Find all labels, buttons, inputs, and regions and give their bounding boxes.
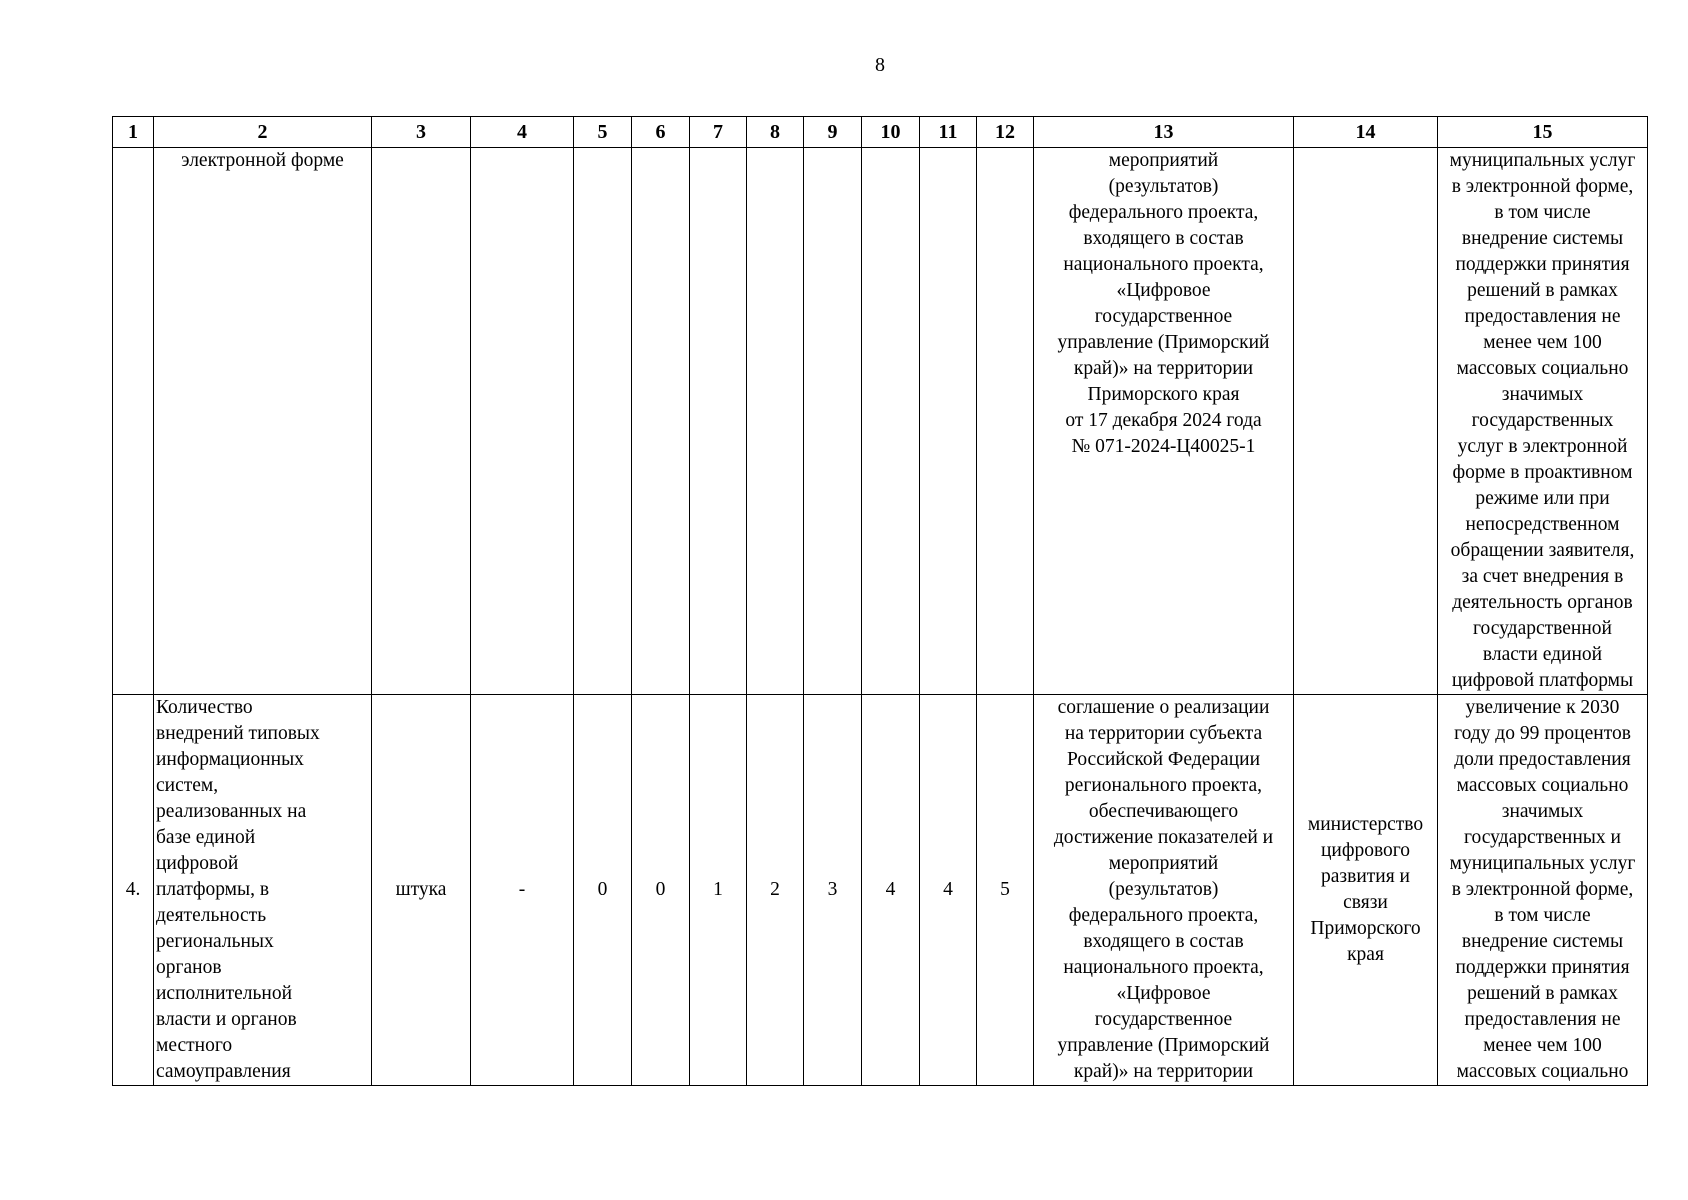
cell-indicator bbox=[154, 695, 372, 1086]
cell-text-line: государственное bbox=[1094, 306, 1233, 327]
page-number: 8 bbox=[875, 54, 885, 76]
column-header: 13 bbox=[1034, 117, 1294, 148]
cell-col4 bbox=[471, 148, 574, 695]
cell-text-line: доли предоставления bbox=[1454, 749, 1631, 770]
cell-col9: 3 bbox=[804, 695, 862, 1086]
cell-text-line: за счет внедрения в bbox=[1461, 566, 1624, 587]
cell-text-line: самоуправления bbox=[156, 1061, 291, 1082]
cell-text-line: Приморского края bbox=[1087, 384, 1240, 405]
cell-text-line: государственных bbox=[1471, 410, 1614, 431]
cell-text-line: край)» на территории bbox=[1073, 1061, 1254, 1082]
cell-text-line: управление (Приморский bbox=[1057, 332, 1270, 353]
column-header: 5 bbox=[574, 117, 632, 148]
cell-col12: 5 bbox=[977, 695, 1034, 1086]
cell-text-line: № 071-2024-Ц40025-1 bbox=[1071, 436, 1256, 457]
cell-text-line: мероприятий bbox=[1108, 853, 1219, 874]
cell-text-line: массовых социально bbox=[1456, 1061, 1629, 1082]
cell-text-line: (результатов) bbox=[1108, 176, 1219, 197]
table-header-row bbox=[113, 117, 1648, 148]
cell-text-line: на территории субъекта bbox=[1064, 723, 1263, 744]
cell-col5 bbox=[574, 148, 632, 695]
cell-col4: - bbox=[471, 695, 574, 1086]
cell-text-line: внедрений типовых bbox=[156, 723, 320, 744]
cell-text-line: развития и bbox=[1321, 866, 1410, 887]
cell-text-line: году до 99 процентов bbox=[1454, 723, 1631, 744]
cell-text-line: форме в проактивном bbox=[1452, 462, 1633, 483]
cell-col5: 0 bbox=[574, 695, 632, 1086]
cell-text-line: решений в рамках bbox=[1467, 983, 1618, 1004]
cell-col6 bbox=[632, 148, 690, 695]
cell-text-line: платформы, в bbox=[156, 879, 270, 900]
cell-text-line: «Цифровое bbox=[1116, 280, 1211, 301]
cell-text-line: органов bbox=[156, 957, 222, 978]
cell-text-line: муниципальных услуг bbox=[1449, 853, 1636, 874]
cell-text-line: менее чем 100 bbox=[1483, 332, 1602, 353]
cell-text-line: национального проекта, bbox=[1063, 957, 1264, 978]
cell-text-line: край)» на территории bbox=[1073, 358, 1254, 379]
cell-text-line: обеспечивающего bbox=[1088, 801, 1239, 822]
cell-text-line: базе единой bbox=[156, 827, 256, 848]
table-row-4 bbox=[113, 695, 1648, 1086]
cell-text-line: государственной bbox=[1473, 618, 1612, 639]
cell-text-line: входящего в состав bbox=[1083, 228, 1244, 249]
cell-text-line: государственное bbox=[1094, 1009, 1233, 1030]
cell-text-line: от 17 декабря 2024 года bbox=[1065, 410, 1262, 431]
cell-text-line: систем, bbox=[156, 775, 219, 796]
cell-col9 bbox=[804, 148, 862, 695]
cell-col8 bbox=[747, 148, 804, 695]
cell-text-line: (результатов) bbox=[1108, 879, 1219, 900]
column-header: 11 bbox=[920, 117, 977, 148]
cell-text-line: соглашение о реализации bbox=[1057, 697, 1270, 718]
cell-text-line: в том числе bbox=[1494, 202, 1591, 223]
cell-text-line: министерство bbox=[1307, 814, 1424, 835]
cell-text-line: муниципальных услуг bbox=[1449, 150, 1636, 171]
cell-text-line: массовых социально bbox=[1456, 775, 1629, 796]
cell-indicator: электронной форме bbox=[154, 148, 372, 695]
cell-responsible bbox=[1294, 695, 1438, 1086]
cell-text-line: деятельность bbox=[156, 905, 267, 926]
cell-basis-document bbox=[1034, 695, 1294, 1086]
cell-text-line: связи bbox=[1343, 892, 1388, 913]
cell-text-line: реализованных на bbox=[156, 801, 307, 822]
cell-text-line: непосредственном bbox=[1465, 514, 1620, 535]
cell-text-line: цифровой платформы bbox=[1451, 670, 1634, 691]
cell-col12 bbox=[977, 148, 1034, 695]
cell-text-line: поддержки принятия bbox=[1455, 957, 1630, 978]
cell-col8: 2 bbox=[747, 695, 804, 1086]
cell-unit: штука bbox=[372, 695, 471, 1086]
cell-text-line: предоставления не bbox=[1464, 1009, 1621, 1030]
cell-basis-document bbox=[1034, 148, 1294, 695]
cell-text-line: в электронной форме, bbox=[1451, 879, 1634, 900]
cell-text-line: внедрение системы bbox=[1461, 228, 1624, 249]
cell-text-line: мероприятий bbox=[1108, 150, 1219, 171]
cell-number: 4. bbox=[113, 695, 154, 1086]
cell-relation-to-goals bbox=[1438, 148, 1648, 695]
cell-text-line: края bbox=[1347, 944, 1384, 965]
cell-text-line: увеличение к 2030 bbox=[1465, 697, 1620, 718]
cell-text-line: власти единой bbox=[1482, 644, 1603, 665]
cell-text-line: местного bbox=[156, 1035, 233, 1056]
cell-text-line: поддержки принятия bbox=[1455, 254, 1630, 275]
column-header: 4 bbox=[471, 117, 574, 148]
cell-col11: 4 bbox=[920, 695, 977, 1086]
cell-text-line: управление (Приморский bbox=[1057, 1035, 1270, 1056]
cell-text-line: власти и органов bbox=[156, 1009, 297, 1030]
cell-text-line: цифровой bbox=[156, 853, 239, 874]
cell-text-line: Приморского bbox=[1310, 918, 1421, 939]
cell-text-line: цифрового bbox=[1320, 840, 1411, 861]
table-row-continuation bbox=[113, 148, 1648, 695]
cell-text-line: исполнительной bbox=[156, 983, 293, 1004]
cell-text-line: Российской Федерации bbox=[1066, 749, 1261, 770]
cell-col6: 0 bbox=[632, 695, 690, 1086]
cell-text-line: информационных bbox=[156, 749, 304, 770]
cell-text-line: «Цифровое bbox=[1116, 983, 1211, 1004]
cell-text-line: региональных bbox=[156, 931, 274, 952]
cell-responsible bbox=[1294, 148, 1438, 695]
column-header: 3 bbox=[372, 117, 471, 148]
cell-col7 bbox=[690, 148, 747, 695]
cell-text-line: в электронной форме, bbox=[1451, 176, 1634, 197]
cell-text-line: менее чем 100 bbox=[1483, 1035, 1602, 1056]
column-header: 7 bbox=[690, 117, 747, 148]
cell-text-line: внедрение системы bbox=[1461, 931, 1624, 952]
indicators-table bbox=[112, 116, 1648, 1086]
cell-text-line: регионального проекта, bbox=[1064, 775, 1263, 796]
cell-relation-to-goals bbox=[1438, 695, 1648, 1086]
cell-number bbox=[113, 148, 154, 695]
cell-col7: 1 bbox=[690, 695, 747, 1086]
cell-col10 bbox=[862, 148, 920, 695]
cell-col11 bbox=[920, 148, 977, 695]
cell-text-line: значимых bbox=[1501, 801, 1584, 822]
column-header: 8 bbox=[747, 117, 804, 148]
column-header: 12 bbox=[977, 117, 1034, 148]
cell-text-line: решений в рамках bbox=[1467, 280, 1618, 301]
cell-text-line: национального проекта, bbox=[1063, 254, 1264, 275]
cell-text-line: достижение показателей и bbox=[1053, 827, 1274, 848]
cell-text-line: услуг в электронной bbox=[1457, 436, 1628, 457]
cell-text-line: в том числе bbox=[1494, 905, 1591, 926]
column-header: 15 bbox=[1438, 117, 1648, 148]
cell-text-line: федерального проекта, bbox=[1068, 905, 1259, 926]
column-header: 1 bbox=[113, 117, 154, 148]
column-header: 14 bbox=[1294, 117, 1438, 148]
column-header: 10 bbox=[862, 117, 920, 148]
column-header: 6 bbox=[632, 117, 690, 148]
cell-text-line: режиме или при bbox=[1475, 488, 1610, 509]
column-header: 9 bbox=[804, 117, 862, 148]
cell-unit bbox=[372, 148, 471, 695]
column-header: 2 bbox=[154, 117, 372, 148]
cell-text-line: обращении заявителя, bbox=[1450, 540, 1635, 561]
cell-text-line: значимых bbox=[1501, 384, 1584, 405]
cell-text-line: Количество bbox=[156, 697, 253, 718]
cell-text-line: федерального проекта, bbox=[1068, 202, 1259, 223]
cell-text-line: входящего в состав bbox=[1083, 931, 1244, 952]
cell-text-line: деятельность органов bbox=[1452, 592, 1633, 613]
cell-text-line: предоставления не bbox=[1464, 306, 1621, 327]
cell-col10: 4 bbox=[862, 695, 920, 1086]
cell-text-line: массовых социально bbox=[1456, 358, 1629, 379]
cell-text-line: государственных и bbox=[1464, 827, 1621, 848]
